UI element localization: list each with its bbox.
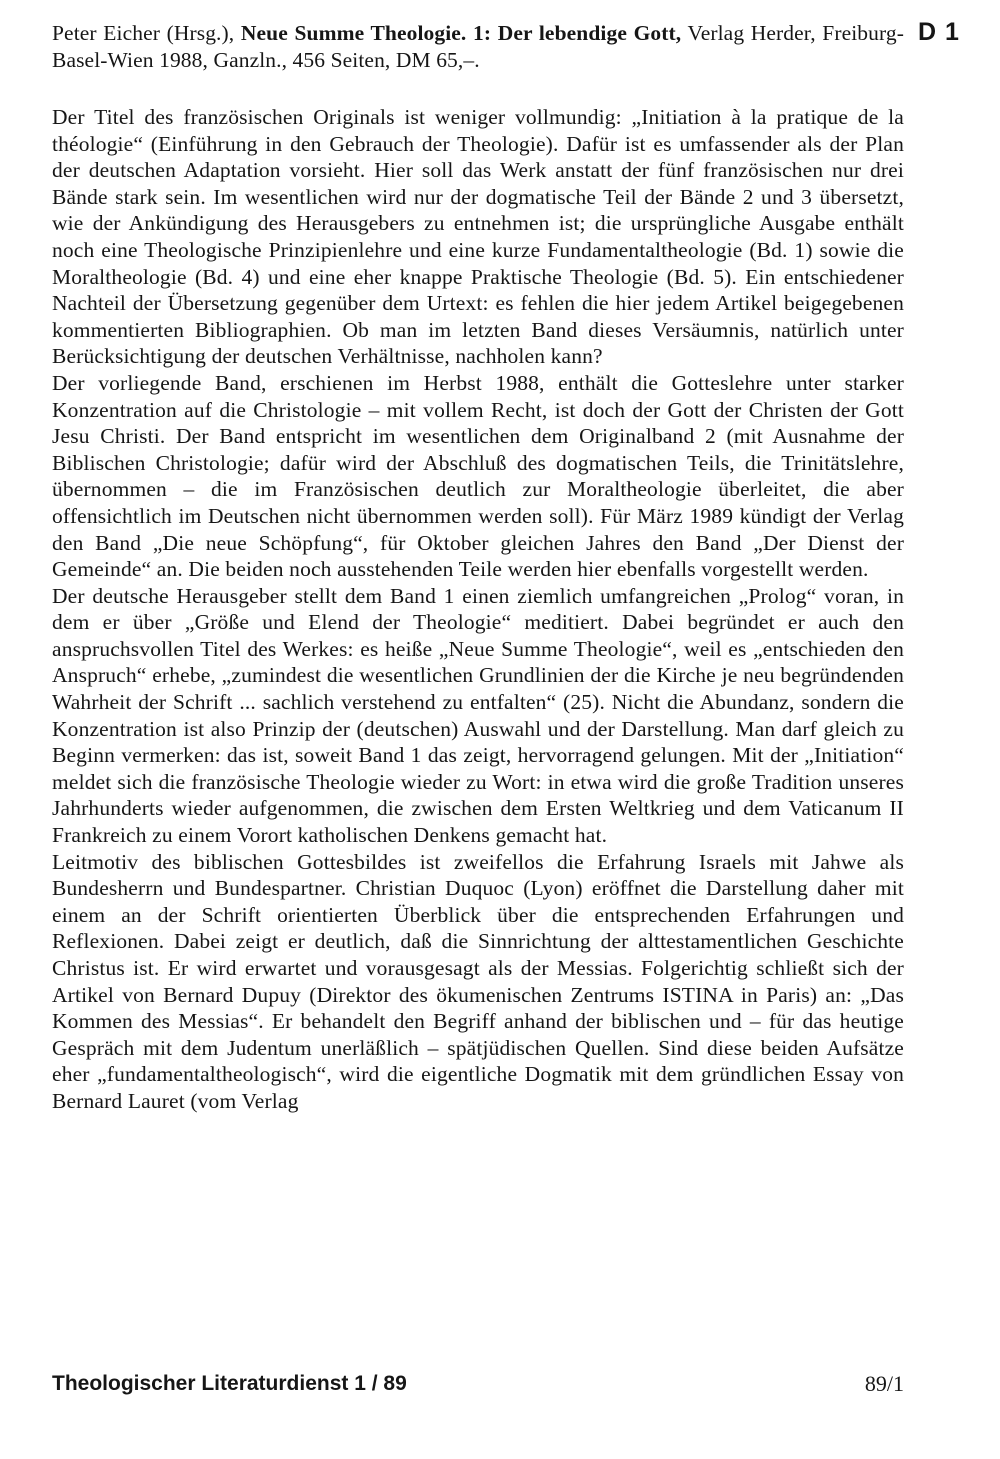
section-code: D 1 xyxy=(918,18,960,46)
paragraph: Der Titel des französischen Originals ist weniger vollmundig: „Initiation à la pratique de la théologie“ (Einführung in den Gebrauch der Theologie). Dafür ist es umfassender als der Plan der deutschen Adaptation vorsieht. Hier soll das Werk anstatt der fünf französischen nur drei Bände stark sein. Im wesentlichen wird nur der dogmatische Teil der Bände 2 und 3 übersetzt, wie der Ankündigung des Herausgebers zu entnehmen ist; die ursprüngliche Ausgabe enthält noch eine Theologische Prinzipienlehre und eine kurze Fundamentaltheologie (Bd. 1) sowie die Moraltheologie (Bd. 4) und eine eher knappe Praktische Theologie (Bd. 5). Ein entschiedener Nachteil der Übersetzung gegenüber dem Urtext: es fehlen die hier jedem Artikel beigegebenen kommentierten Bibliographien. Ob man im letzten Band dieses Versäumnis, natürlich unter Berücksichtigung der deutschen Verhältnisse, nachholen kann? xyxy=(52,105,904,369)
review-body xyxy=(52,104,904,1115)
paragraph: Der deutsche Herausgeber stellt dem Band 1 einen ziemlich umfangreichen „Prolog“ voran, in dem er über „Größe und Elend der Theologie“ meditiert. Dabei begründet er auch den anspruchsvollen Titel des Werkes: es heiße „Neue Summe Theologie“, weil es „entschieden den Anspruch“ erhebe, „zumindest die wesentlichen Grundlinien der die Kirche je neu begründenden Wahrheit der Schrift ... sachlich verstehend zu entfalten“ (25). Nicht die Abundanz, sondern die Konzentration ist also Prinzip der (deutschen) Auswahl und der Darstellung. Man darf gleich zu Beginn vermerken: das ist, soweit Band 1 das zeigt, hervorragend gelungen. Mit der „Initiation“ meldet sich die französische Theologie wieder zu Wort: in etwa wird die große Tradition unseres Jahrhunderts wieder aufgenommen, die zwischen dem Ersten Weltkrieg und dem Vaticanum II Frankreich zu einem Vorort katholischen Denkens gemacht hat. xyxy=(52,583,904,848)
paragraph: Leitmotiv des biblischen Gottesbildes ist zweifellos die Erfahrung Israels mit Jahwe als Bundesherrn und Bundespartner. Christian Duquoc (Lyon) eröffnet die Darstellung daher mit einem an der Schrift orientierten Überblick über die entsprechenden Erfahrungen und Reflexionen. Dabei zeigt er deutlich, daß die Sinnrichtung der alttestamentlichen Geschichte Christus ist. Er wird erwartet und vorausgesagt als der Messias. Folgerichtig schließt sich der Artikel von Bernard Dupuy (Direktor des ökumenischen Zentrums ISTINA in Paris) an: „Das Kommen des Messias“. Er behandelt den Begriff anhand der biblischen und – für das heutige Gespräch mit dem Judentum unerläßlich – spätjüdischen Quellen. Sind diese beiden Aufsätze eher „fundamentaltheologisch“, wird die eigentliche Dogmatik mit dem gründlichen Essay von Bernard Lauret (vom Verlag xyxy=(52,849,904,1113)
page-number: 89/1 xyxy=(864,1371,904,1396)
paragraph: Der vorliegende Band, erschienen im Herbst 1988, enthält die Gotteslehre unter starker Konzentration auf die Christologie – mit vollem Recht, ist doch der Gott der Christen der Gott Jesu Christi. Der Band entspricht im wesentlichen dem Originalband 2 (mit Ausnahme der Biblischen Christologie; dafür wird der Abschluß des dogmatischen Teils, die Trinitätslehre, übernommen – die im Französischen deutlich zur Moraltheologie überleitet, die aber offensichtlich im Deutschen nicht übernommen werden soll). Für März 1989 kündigt der Verlag den Band „Die neue Schöpfung“, für Oktober gleichen Jahres den Band „Der Dienst der Gemeinde“ an. Die beiden noch ausstehenden Teile werden hier ebenfalls vorgestellt werden. xyxy=(52,370,904,582)
journal-footer: Theologischer Literaturdienst 1 / 89 xyxy=(52,1372,407,1395)
editor-credit: Peter Eicher (Hrsg.), xyxy=(52,21,241,45)
book-title: Neue Summe Theologie. 1: Der lebendige Gott, xyxy=(240,21,682,45)
publication-details: Verlag Herder, Freiburg-Basel-Wien 1988, Ganzln., 456 Seiten, DM 65,–. xyxy=(52,21,904,72)
bibliographic-header xyxy=(52,20,904,74)
